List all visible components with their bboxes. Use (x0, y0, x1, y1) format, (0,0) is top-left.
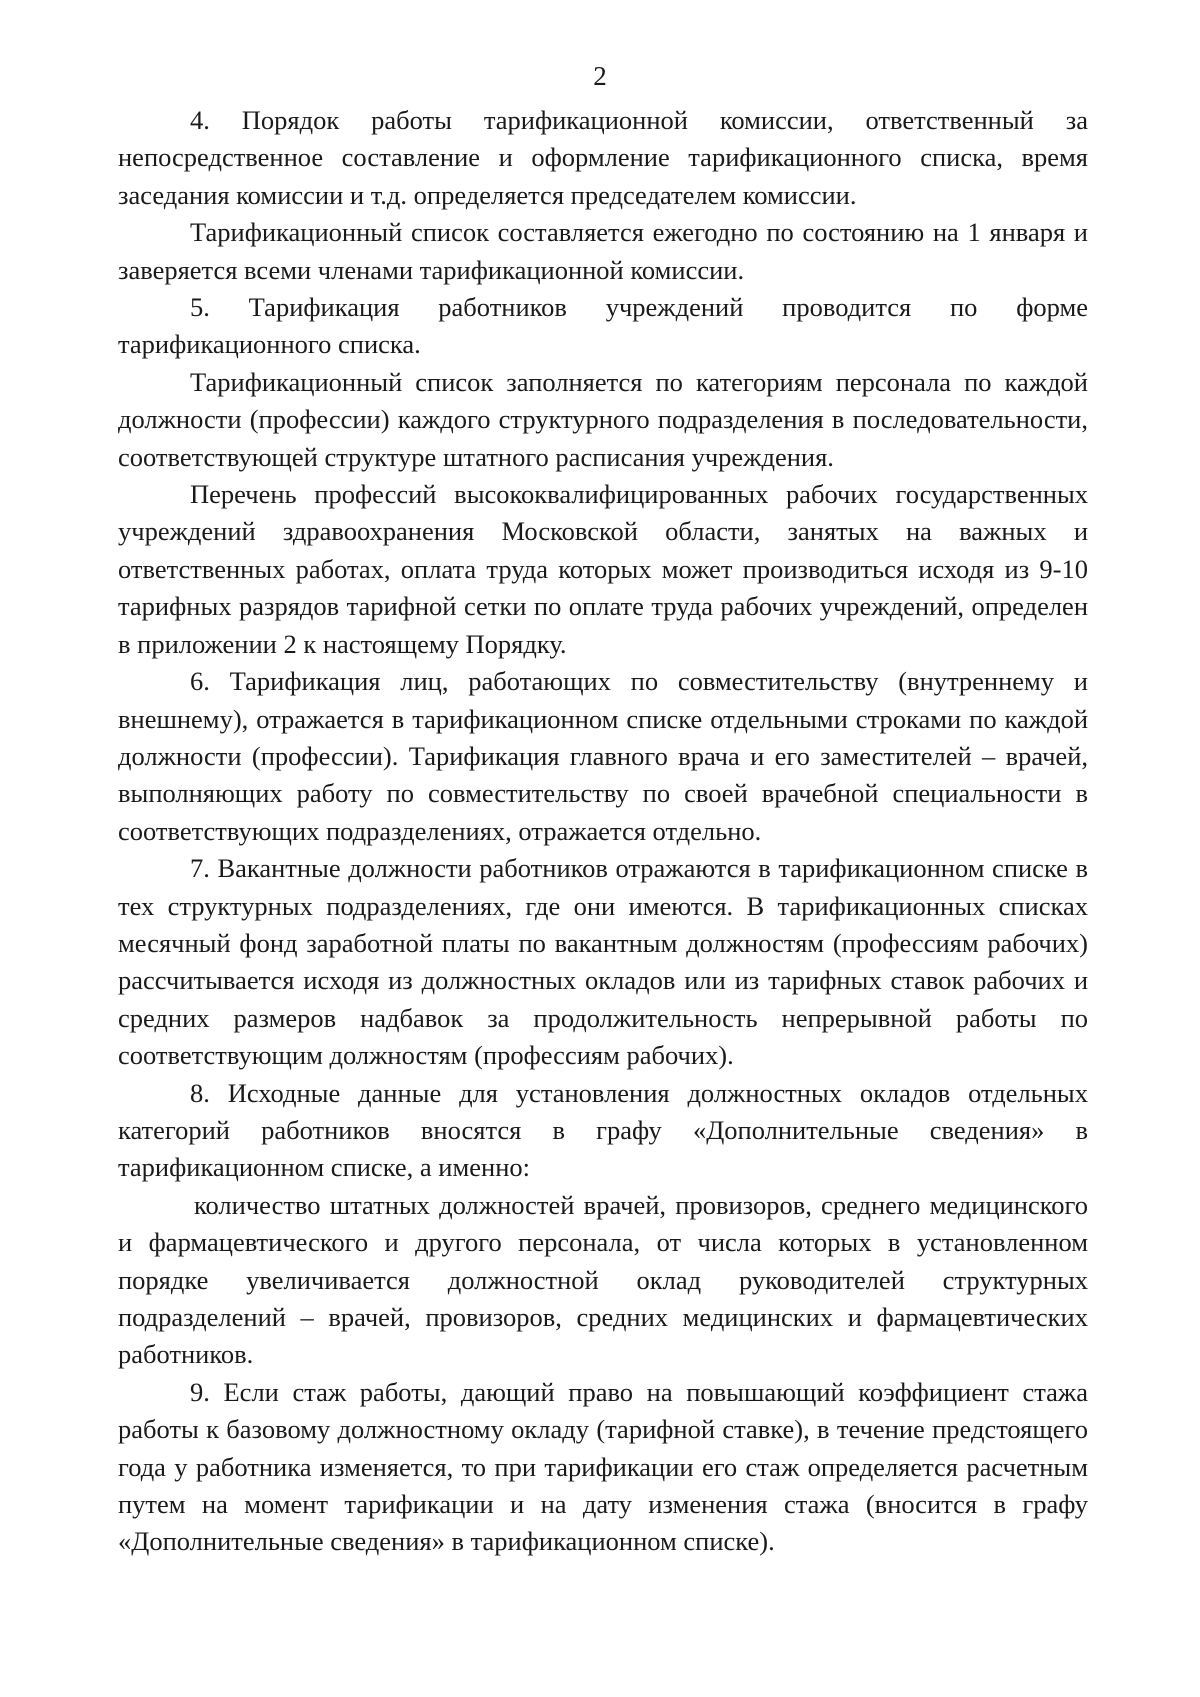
paragraph-9-seniority: 9. Если стаж работы, дающий право на повышающий коэффициент стажа работы к базовому должностному окладу (тарифной ставке), в течение предстоящего года у работника изменяется, то при тарификации его стаж определяется расчетным путем на момент тарификации и на дату изменения стажа (вносится в графу «Дополнительные сведения» в тарификационном списке). (118, 1376, 1088, 1557)
document-body (118, 102, 1088, 1561)
paragraph-staff-count: количество штатных должностей врачей, провизоров, среднего медицинского и фармацевтического и другого персонала, от числа которых в установленном порядке увеличивается должностной оклад руководителей структурных подразделений – врачей, провизоров, средних медицинских и фармацевтических работников. (118, 1189, 1088, 1370)
paragraph-6-part-time: 6. Тарификация лиц, работающих по совместительству (внутреннему и внешнему), отражается в тарификационном списке отдельными строками по каждой должности (профессии). Тарификация главного врача и его заместителей – врачей, выполняющих работу по совместительству по своей врачебной специальности в соответствующих подразделениях, отражается отдельно. (118, 666, 1088, 846)
paragraph-5-tariffication-form: 5. Тарификация работников учреждений проводится по форме тарификационного списка. (118, 292, 1088, 360)
paragraph-tariff-list-categories: Тарификационный список заполняется по категориям персонала по каждой должности (профессии) каждого структурного подразделения в последовательности, соответствующей структуре штатного расписания учреждения. (118, 366, 1088, 472)
paragraph-qualified-workers-list: Перечень профессий высококвалифицированных рабочих государственных учреждений здравоохранения Московской области, занятых на важных и ответственных работах, оплата труда которых может производиться исходя из 9-10 тарифных разрядов тарифной сетки по оплате труда рабочих учреждений, определен в приложении 2 к настоящему Порядку. (118, 479, 1088, 659)
paragraph-7-vacancies: 7. Вакантные должности работников отражаются в тарификационном списке в тех структурных подразделениях, где они имеются. В тарификационных списках месячный фонд заработной платы по вакантным должностям (профессиям рабочих) рассчитывается исходя из должностных окладов или из тарифных ставок рабочих и средних размеров надбавок за продолжительность непрерывной работы по соответствующим должностям (профессиям рабочих). (118, 853, 1088, 1071)
paragraph-8-source-data: 8. Исходные данные для установления должностных окладов отдельных категорий работников вносятся в графу «Дополнительные сведения» в тарификационном списке, а именно: (118, 1077, 1088, 1183)
page-number: 2 (593, 61, 607, 91)
paragraph-4-commission-procedure: 4. Порядок работы тарификационной комиссии, ответственный за непосредственное составление и оформление тарификационного списка, время заседания комиссии и т.д. определяется председателем комиссии. (118, 105, 1088, 210)
paragraph-tariff-list-annual: Тарификационный список составляется ежегодно по состоянию на 1 января и заверяется всеми членами тарификационной комиссии. (118, 217, 1088, 285)
